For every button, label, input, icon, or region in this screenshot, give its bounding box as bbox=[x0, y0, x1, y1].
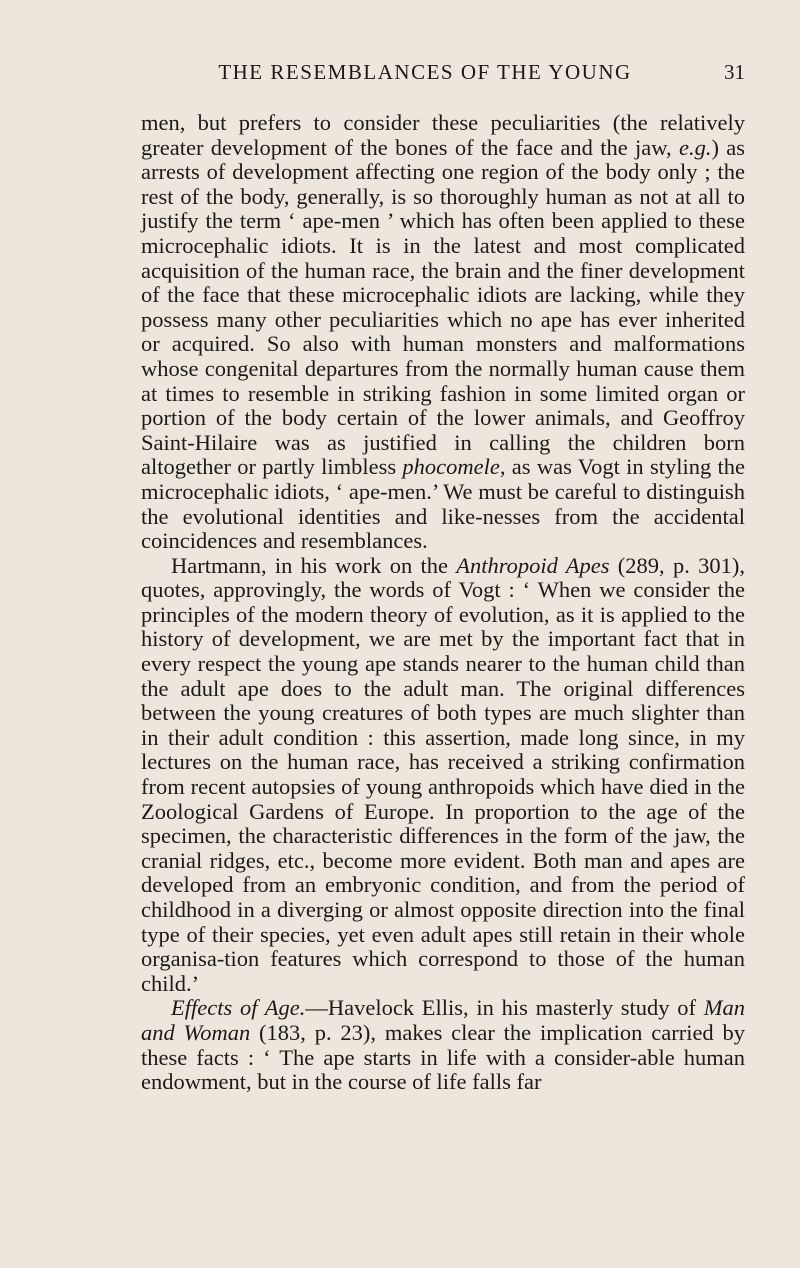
text-run: Hartmann, in his work on the bbox=[171, 552, 457, 578]
text-run: ) as arrests of development affecting one region of the body only ; the rest of the body, generally, is so thoroughly human as not at all to justify the term ‘ ape-men ’ which has often been applied to these microcephalic idiots. It is in the latest and most complicated acquisition of the human race, the brain and the finer development of the face that these microcephalic idiots are lacking, while they possess many other peculiarities which no ape has ever inherited or acquired. So also with human monsters and malformations whose congenital departures from the normally human cause them at times to resemble in striking fashion in some limited organ or portion of the body certain of the lower animals, and Geoffroy Saint-Hilaire was as justified in calling the children born altogether or partly limbless bbox=[141, 134, 745, 480]
text-run: , as was Vogt in styling the microcephalic idiots, ‘ ape-men.’ We must be careful to distinguish the evolutional identities and like-nesses from the accidental coincidences and resemblances. bbox=[141, 454, 745, 554]
paragraph-3 bbox=[141, 996, 745, 1094]
page-header bbox=[145, 60, 745, 90]
text-run: (289, p. 301), quotes, approvingly, the words of Vogt : ‘ When we consider the principles of the modern theory of evolution, as it is applied to the history of development, we are met by the important fact that in every respect the young ape stands nearer to the human child than the adult ape does to the adult man. The original differences between the young creatures of both types are much slighter than in their adult condition : this assertion, made long since, in my lectures on the human race, has received a striking confirmation from recent autopsies of young anthropoids which have died in the Zoological Gardens of Europe. In proportion to the age of the specimen, the characteristic differences in the form of the jaw, the cranial ridges, etc., become more evident. Both man and apes are developed from an embryonic condition, and from the period of childhood in a diverging or almost opposite direction into the final type of their species, yet even adult apes still retain in their whole organisa-tion features which correspond to those of the human child.’ bbox=[141, 552, 745, 996]
page-number: 31 bbox=[724, 60, 745, 84]
paragraph-2 bbox=[141, 554, 745, 997]
section-heading: Effects of Age. bbox=[171, 995, 306, 1021]
text-run: (183, p. 23), makes clear the implication carried by these facts : ‘ The ape starts in life with a consider-able human endowment, but in the course of life falls far bbox=[141, 1019, 745, 1095]
paragraph-1 bbox=[141, 111, 745, 554]
body-text bbox=[141, 111, 745, 1095]
italic-text: e.g. bbox=[678, 134, 712, 160]
book-title: Anthropoid Apes bbox=[456, 552, 610, 578]
text-run: —Havelock Ellis, in his masterly study of bbox=[305, 995, 704, 1021]
italic-text: phocomele bbox=[402, 454, 500, 480]
book-title: Man and Woman bbox=[141, 995, 745, 1045]
running-title: THE RESEMBLANCES OF THE YOUNG bbox=[218, 60, 632, 84]
text-run: men, but prefers to consider these peculiarities (the relatively greater development of the bones of the face and the jaw, bbox=[141, 110, 745, 160]
